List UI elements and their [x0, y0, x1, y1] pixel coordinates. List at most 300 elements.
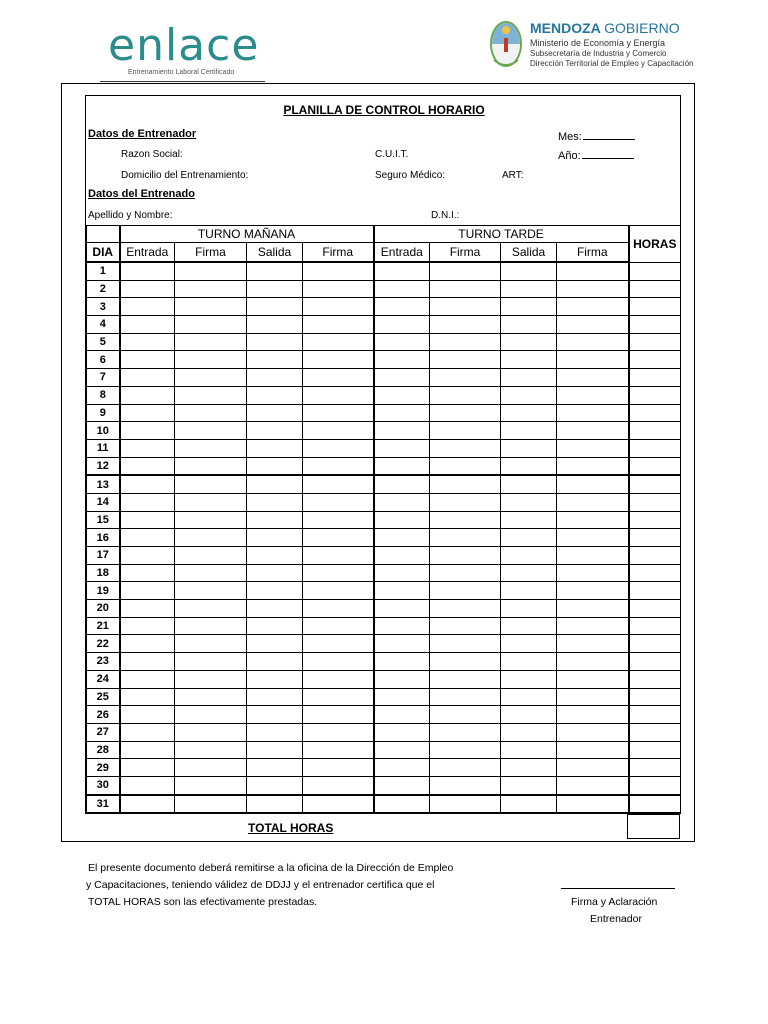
entry-cell[interactable]	[175, 262, 247, 280]
entry-cell[interactable]	[430, 475, 501, 493]
entry-cell[interactable]	[557, 511, 629, 529]
entry-cell[interactable]	[303, 795, 374, 813]
entry-cell[interactable]	[303, 670, 374, 688]
entry-cell[interactable]	[629, 457, 681, 475]
entry-cell[interactable]	[501, 653, 557, 671]
entry-cell[interactable]	[303, 351, 374, 369]
entry-cell[interactable]	[629, 653, 681, 671]
entry-cell[interactable]	[374, 280, 430, 298]
entry-cell[interactable]	[374, 369, 430, 387]
entry-cell[interactable]	[303, 723, 374, 741]
entry-cell[interactable]	[430, 298, 501, 316]
entry-cell[interactable]	[303, 617, 374, 635]
entry-cell[interactable]	[430, 404, 501, 422]
entry-cell[interactable]	[374, 653, 430, 671]
entry-cell[interactable]	[120, 706, 175, 724]
entry-cell[interactable]	[374, 600, 430, 618]
entry-cell[interactable]	[430, 776, 501, 794]
entry-cell[interactable]	[175, 741, 247, 759]
entry-cell[interactable]	[120, 600, 175, 618]
entry-cell[interactable]	[374, 795, 430, 813]
entry-cell[interactable]	[374, 439, 430, 457]
entry-cell[interactable]	[430, 635, 501, 653]
entry-cell[interactable]	[629, 635, 681, 653]
entry-cell[interactable]	[557, 475, 629, 493]
entry-cell[interactable]	[557, 670, 629, 688]
entry-cell[interactable]	[557, 759, 629, 777]
total-horas-label: TOTAL HORAS	[248, 821, 334, 835]
entry-cell[interactable]	[175, 688, 247, 706]
entry-cell[interactable]	[120, 741, 175, 759]
entry-cell[interactable]	[303, 776, 374, 794]
entry-cell[interactable]	[303, 298, 374, 316]
entry-cell[interactable]	[430, 653, 501, 671]
entry-cell[interactable]	[247, 706, 303, 724]
entry-cell[interactable]	[629, 439, 681, 457]
entry-cell[interactable]	[430, 741, 501, 759]
entry-cell[interactable]	[247, 280, 303, 298]
entry-cell[interactable]	[430, 564, 501, 582]
signature-line[interactable]	[561, 888, 675, 889]
entry-cell[interactable]	[120, 404, 175, 422]
entry-cell[interactable]	[501, 493, 557, 511]
entry-cell[interactable]	[629, 741, 681, 759]
entry-cell[interactable]	[557, 369, 629, 387]
entry-cell[interactable]	[501, 351, 557, 369]
entry-cell[interactable]	[629, 795, 681, 813]
entry-cell[interactable]	[557, 262, 629, 280]
entry-cell[interactable]	[629, 529, 681, 547]
turno-manana-header: TURNO MAÑANA	[120, 226, 374, 243]
entry-cell[interactable]	[120, 280, 175, 298]
entry-cell[interactable]	[374, 386, 430, 404]
entry-cell[interactable]	[175, 280, 247, 298]
entry-cell[interactable]	[501, 706, 557, 724]
entry-cell[interactable]	[247, 759, 303, 777]
entry-cell[interactable]	[175, 298, 247, 316]
entry-cell[interactable]	[629, 670, 681, 688]
column-header: Salida	[501, 243, 557, 263]
entry-cell[interactable]	[501, 298, 557, 316]
entry-cell[interactable]	[247, 547, 303, 565]
entry-cell[interactable]	[247, 422, 303, 440]
entry-cell[interactable]	[374, 475, 430, 493]
entry-cell[interactable]	[374, 688, 430, 706]
entry-cell[interactable]	[430, 457, 501, 475]
entry-cell[interactable]	[501, 688, 557, 706]
day-number: 6	[87, 351, 120, 369]
entry-cell[interactable]	[303, 280, 374, 298]
entry-cell[interactable]	[120, 653, 175, 671]
entry-cell[interactable]	[501, 386, 557, 404]
entry-cell[interactable]	[175, 422, 247, 440]
entry-cell[interactable]	[374, 422, 430, 440]
entry-cell[interactable]	[501, 670, 557, 688]
entry-cell[interactable]	[120, 298, 175, 316]
entry-cell[interactable]	[430, 333, 501, 351]
entry-cell[interactable]	[247, 351, 303, 369]
entry-cell[interactable]	[501, 369, 557, 387]
entry-cell[interactable]	[557, 404, 629, 422]
entry-cell[interactable]	[247, 582, 303, 600]
entry-cell[interactable]	[501, 475, 557, 493]
entry-cell[interactable]	[557, 493, 629, 511]
entry-cell[interactable]	[629, 316, 681, 334]
entry-cell[interactable]	[175, 404, 247, 422]
entry-cell[interactable]	[430, 688, 501, 706]
entry-cell[interactable]	[175, 547, 247, 565]
entry-cell[interactable]	[430, 706, 501, 724]
column-header: Firma	[430, 243, 501, 263]
entry-cell[interactable]	[374, 298, 430, 316]
entry-cell[interactable]	[557, 776, 629, 794]
entry-cell[interactable]	[247, 298, 303, 316]
entry-cell[interactable]	[501, 723, 557, 741]
entry-cell[interactable]	[175, 333, 247, 351]
entry-cell[interactable]	[175, 617, 247, 635]
entry-cell[interactable]	[374, 741, 430, 759]
entry-cell[interactable]	[430, 529, 501, 547]
entry-cell[interactable]	[557, 688, 629, 706]
entry-cell[interactable]	[430, 600, 501, 618]
entry-cell[interactable]	[374, 493, 430, 511]
entry-cell[interactable]	[629, 511, 681, 529]
entry-cell[interactable]	[247, 369, 303, 387]
entry-cell[interactable]	[247, 600, 303, 618]
entry-cell[interactable]	[120, 457, 175, 475]
entry-cell[interactable]	[501, 511, 557, 529]
entry-cell[interactable]	[175, 670, 247, 688]
entry-cell[interactable]	[120, 688, 175, 706]
entry-cell[interactable]	[303, 262, 374, 280]
entry-cell[interactable]	[247, 653, 303, 671]
entry-cell[interactable]	[557, 439, 629, 457]
entry-cell[interactable]	[120, 670, 175, 688]
entry-cell[interactable]	[501, 776, 557, 794]
entry-cell[interactable]	[629, 600, 681, 618]
entry-cell[interactable]	[629, 369, 681, 387]
entry-cell[interactable]	[175, 475, 247, 493]
entry-cell[interactable]	[430, 670, 501, 688]
entry-cell[interactable]	[303, 493, 374, 511]
entry-cell[interactable]	[629, 333, 681, 351]
entry-cell[interactable]	[175, 316, 247, 334]
entry-cell[interactable]	[501, 333, 557, 351]
entry-cell[interactable]	[120, 351, 175, 369]
entry-cell[interactable]	[629, 547, 681, 565]
entry-cell[interactable]	[557, 795, 629, 813]
entry-cell[interactable]	[557, 351, 629, 369]
entry-cell[interactable]	[374, 670, 430, 688]
entry-cell[interactable]	[247, 511, 303, 529]
entry-cell[interactable]	[501, 635, 557, 653]
entry-cell[interactable]	[303, 529, 374, 547]
entry-cell[interactable]	[303, 635, 374, 653]
entry-cell[interactable]	[374, 351, 430, 369]
entry-cell[interactable]	[247, 617, 303, 635]
entry-cell[interactable]	[374, 759, 430, 777]
year-field[interactable]	[558, 148, 634, 162]
entry-cell[interactable]	[303, 653, 374, 671]
entry-cell[interactable]	[247, 564, 303, 582]
entry-cell[interactable]	[303, 511, 374, 529]
entry-cell[interactable]	[629, 723, 681, 741]
entry-cell[interactable]	[120, 511, 175, 529]
entry-cell[interactable]	[501, 262, 557, 280]
entry-cell[interactable]	[629, 776, 681, 794]
year-blank[interactable]	[582, 148, 634, 159]
entry-cell[interactable]	[120, 759, 175, 777]
entry-cell[interactable]	[629, 493, 681, 511]
entry-cell[interactable]	[557, 600, 629, 618]
entry-cell[interactable]	[175, 493, 247, 511]
entry-cell[interactable]	[557, 280, 629, 298]
entry-cell[interactable]	[303, 600, 374, 618]
entry-cell[interactable]	[557, 706, 629, 724]
entry-cell[interactable]	[175, 776, 247, 794]
day-number: 31	[87, 795, 120, 813]
entry-cell[interactable]	[430, 369, 501, 387]
horas-header: HORAS	[629, 226, 681, 263]
entry-cell[interactable]	[374, 582, 430, 600]
entry-cell[interactable]	[120, 493, 175, 511]
entry-cell[interactable]	[629, 280, 681, 298]
entry-cell[interactable]	[501, 564, 557, 582]
entry-cell[interactable]	[430, 262, 501, 280]
entry-cell[interactable]	[120, 795, 175, 813]
entry-cell[interactable]	[303, 547, 374, 565]
entry-cell[interactable]	[120, 369, 175, 387]
entry-cell[interactable]	[247, 316, 303, 334]
entry-cell[interactable]	[430, 493, 501, 511]
entry-cell[interactable]	[120, 386, 175, 404]
entry-cell[interactable]	[430, 511, 501, 529]
entry-cell[interactable]	[374, 776, 430, 794]
entry-cell[interactable]	[175, 582, 247, 600]
entry-cell[interactable]	[501, 741, 557, 759]
entry-cell[interactable]	[629, 386, 681, 404]
entry-cell[interactable]	[120, 529, 175, 547]
day-number: 22	[87, 635, 120, 653]
entry-cell[interactable]	[247, 386, 303, 404]
entry-cell[interactable]	[557, 653, 629, 671]
entry-cell[interactable]	[557, 547, 629, 565]
entry-cell[interactable]	[303, 333, 374, 351]
entry-cell[interactable]	[120, 316, 175, 334]
entry-cell[interactable]	[430, 547, 501, 565]
entry-cell[interactable]	[303, 316, 374, 334]
table-row	[87, 547, 681, 565]
entry-cell[interactable]	[430, 386, 501, 404]
entry-cell[interactable]	[303, 564, 374, 582]
entry-cell[interactable]	[501, 759, 557, 777]
entry-cell[interactable]	[430, 422, 501, 440]
entry-cell[interactable]	[557, 298, 629, 316]
entry-cell[interactable]	[557, 582, 629, 600]
entry-cell[interactable]	[557, 386, 629, 404]
entry-cell[interactable]	[430, 582, 501, 600]
entry-cell[interactable]	[557, 617, 629, 635]
entry-cell[interactable]	[247, 635, 303, 653]
entry-cell[interactable]	[303, 369, 374, 387]
entry-cell[interactable]	[629, 688, 681, 706]
entry-cell[interactable]	[629, 706, 681, 724]
entry-cell[interactable]	[247, 493, 303, 511]
entry-cell[interactable]	[374, 457, 430, 475]
entry-cell[interactable]	[120, 776, 175, 794]
entry-cell[interactable]	[303, 457, 374, 475]
entry-cell[interactable]	[501, 795, 557, 813]
table-row	[87, 386, 681, 404]
entry-cell[interactable]	[303, 741, 374, 759]
entry-cell[interactable]	[247, 795, 303, 813]
entry-cell[interactable]	[175, 369, 247, 387]
entry-cell[interactable]	[120, 439, 175, 457]
day-number: 29	[87, 759, 120, 777]
entry-cell[interactable]	[247, 475, 303, 493]
entry-cell[interactable]	[374, 706, 430, 724]
entry-cell[interactable]	[557, 564, 629, 582]
entry-cell[interactable]	[120, 547, 175, 565]
entry-cell[interactable]	[374, 564, 430, 582]
entry-cell[interactable]	[175, 386, 247, 404]
entry-cell[interactable]	[374, 404, 430, 422]
entry-cell[interactable]	[629, 582, 681, 600]
entry-cell[interactable]	[303, 582, 374, 600]
entry-cell[interactable]	[175, 795, 247, 813]
entry-cell[interactable]	[247, 741, 303, 759]
entry-cell[interactable]	[120, 617, 175, 635]
entry-cell[interactable]	[629, 617, 681, 635]
entry-cell[interactable]	[501, 600, 557, 618]
entry-cell[interactable]	[557, 635, 629, 653]
entry-cell[interactable]	[430, 351, 501, 369]
entry-cell[interactable]	[120, 564, 175, 582]
entry-cell[interactable]	[120, 475, 175, 493]
entry-cell[interactable]	[303, 475, 374, 493]
entry-cell[interactable]	[175, 529, 247, 547]
entry-cell[interactable]	[629, 298, 681, 316]
entry-cell[interactable]	[175, 759, 247, 777]
entry-cell[interactable]	[430, 280, 501, 298]
entry-cell[interactable]	[303, 759, 374, 777]
entry-cell[interactable]	[175, 564, 247, 582]
entry-cell[interactable]	[303, 422, 374, 440]
entry-cell[interactable]	[501, 547, 557, 565]
entry-cell[interactable]	[430, 617, 501, 635]
entry-cell[interactable]	[557, 333, 629, 351]
entry-cell[interactable]	[175, 635, 247, 653]
entry-cell[interactable]	[374, 529, 430, 547]
entry-cell[interactable]	[120, 333, 175, 351]
entry-cell[interactable]	[120, 422, 175, 440]
entry-cell[interactable]	[501, 457, 557, 475]
entry-cell[interactable]	[557, 316, 629, 334]
entry-cell[interactable]	[247, 333, 303, 351]
gov-title	[530, 20, 680, 36]
entry-cell[interactable]	[247, 457, 303, 475]
entry-cell[interactable]	[175, 439, 247, 457]
entry-cell[interactable]	[120, 723, 175, 741]
entry-cell[interactable]	[175, 706, 247, 724]
entry-cell[interactable]	[501, 529, 557, 547]
entry-cell[interactable]	[629, 404, 681, 422]
trainee-section-heading: Datos del Entrenado	[88, 188, 195, 200]
entry-cell[interactable]	[175, 457, 247, 475]
entry-cell[interactable]	[303, 439, 374, 457]
entry-cell[interactable]	[247, 262, 303, 280]
entry-cell[interactable]	[374, 333, 430, 351]
entry-cell[interactable]	[557, 741, 629, 759]
month-blank[interactable]	[583, 129, 635, 140]
entry-cell[interactable]	[557, 457, 629, 475]
entry-cell[interactable]	[430, 439, 501, 457]
entry-cell[interactable]	[247, 404, 303, 422]
entry-cell[interactable]	[247, 670, 303, 688]
entry-cell[interactable]	[374, 635, 430, 653]
table-row	[87, 333, 681, 351]
entry-cell[interactable]	[501, 404, 557, 422]
entry-cell[interactable]	[303, 404, 374, 422]
entry-cell[interactable]	[629, 262, 681, 280]
entry-cell[interactable]	[247, 529, 303, 547]
entry-cell[interactable]	[120, 262, 175, 280]
day-number: 25	[87, 688, 120, 706]
entry-cell[interactable]	[303, 688, 374, 706]
entry-cell[interactable]	[303, 386, 374, 404]
entry-cell[interactable]	[629, 422, 681, 440]
entry-cell[interactable]	[303, 706, 374, 724]
entry-cell[interactable]	[430, 795, 501, 813]
entry-cell[interactable]	[430, 759, 501, 777]
entry-cell[interactable]	[175, 511, 247, 529]
entry-cell[interactable]	[629, 759, 681, 777]
entry-cell[interactable]	[501, 422, 557, 440]
entry-cell[interactable]	[501, 316, 557, 334]
entry-cell[interactable]	[175, 600, 247, 618]
entry-cell[interactable]	[120, 582, 175, 600]
month-field[interactable]	[558, 129, 635, 143]
entry-cell[interactable]	[501, 582, 557, 600]
entry-cell[interactable]	[247, 723, 303, 741]
entry-cell[interactable]	[501, 617, 557, 635]
entry-cell[interactable]	[374, 511, 430, 529]
entry-cell[interactable]	[557, 723, 629, 741]
entry-cell[interactable]	[629, 475, 681, 493]
entry-cell[interactable]	[430, 316, 501, 334]
total-horas-box[interactable]	[627, 814, 680, 839]
entry-cell[interactable]	[120, 635, 175, 653]
entry-cell[interactable]	[501, 280, 557, 298]
entry-cell[interactable]	[175, 723, 247, 741]
entry-cell[interactable]	[175, 351, 247, 369]
entry-cell[interactable]	[629, 351, 681, 369]
entry-cell[interactable]	[501, 439, 557, 457]
entry-cell[interactable]	[175, 653, 247, 671]
entry-cell[interactable]	[374, 617, 430, 635]
entry-cell[interactable]	[430, 723, 501, 741]
entry-cell[interactable]	[247, 776, 303, 794]
entry-cell[interactable]	[374, 262, 430, 280]
entry-cell[interactable]	[374, 316, 430, 334]
entry-cell[interactable]	[629, 564, 681, 582]
entry-cell[interactable]	[247, 688, 303, 706]
entry-cell[interactable]	[557, 422, 629, 440]
entry-cell[interactable]	[374, 547, 430, 565]
entry-cell[interactable]	[374, 723, 430, 741]
entry-cell[interactable]	[557, 529, 629, 547]
entry-cell[interactable]	[247, 439, 303, 457]
